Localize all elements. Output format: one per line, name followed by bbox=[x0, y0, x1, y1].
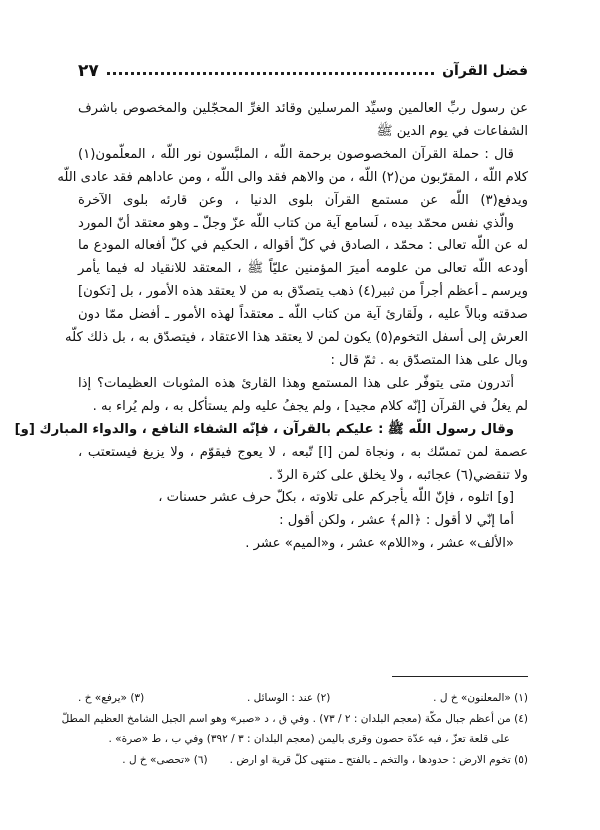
text-line: أودعه اللّه تعالى من علومه أميرَ المؤمنين عليّاً ﷺ ، المعتقد للانقياد له فيما يأمر bbox=[78, 261, 528, 277]
text-line: عن رسول ربِّ العالمين وسيِّد المرسلين وقائد الغرِّ المحجّلين والمخصوص باشرف bbox=[78, 101, 528, 116]
text-line: ويرسم ـ أعظم أجراً من ثبير(٤) ذهب يتصدّق به من لا يعتقد هذه الأمور ، بل [تكون] bbox=[78, 284, 528, 300]
text-line: «الألف» عشر ، و«اللام» عشر ، و«الميم» عشر . bbox=[245, 536, 514, 552]
text-line: أتدرون متى يتوفّر على هذا المستمع وهذا القارئ هذه المثوبات العظيمات؟ إذا bbox=[78, 375, 514, 391]
text-line: وبال على هذا المتصدّق به . ثمّ قال : bbox=[330, 352, 528, 368]
text-line: والّذي نفس محمّد بيده ، لَسامع آية من كتاب اللّه عزّ وجلّ ـ وهو معتقد أنّ المورد bbox=[78, 215, 514, 231]
page-number: ٢٧ bbox=[78, 61, 99, 81]
text-line: أما إنّي لا أقول : ﴿الم﴾ عشر ، ولكن أقول : bbox=[279, 513, 514, 529]
footnote-separator bbox=[392, 676, 528, 677]
footnotes bbox=[61, 688, 528, 770]
text-line: الشفاعات في يوم الدين ﷺ bbox=[376, 123, 528, 139]
text-line: [و] اتلوه ، فإنّ اللّه يأجركم على تلاوته ، بكلّ حرف عشر حسنات ، bbox=[158, 490, 514, 506]
footnote-4: (٤) من أعظم جبال مكّة (معجم البلدان : ٢ / ٧٣) . وفي ق ، د «صبر» وهو اسم الجبل الشامخ العظيم المطلّ bbox=[61, 712, 528, 725]
footnote-1: (١) «المعلنون» خ ل . bbox=[433, 692, 528, 704]
text-line: عصمة لمن تمسّك به ، ونجاة لمن [ا] تّبعه ، لا يعوج فيقوّم ، ولا يزيغ فيستعتب ، bbox=[78, 444, 528, 460]
footnote-4-continued: على قلعة تعزّ ، فيه عدّة حصون وقرى باليمن (معجم البلدان : ٣ / ٣٩٢) وفي ب ، ط «صرة» . bbox=[108, 733, 510, 745]
text-line: قال : حملة القرآن المخصوصون برحمة اللّه ، الملبَّسون نور اللّه ، المعلّمون(١) bbox=[78, 146, 514, 162]
footnote-row bbox=[78, 750, 528, 771]
text-line: ولا تنقضي(٦) عجائبه ، ولا يخلق على كثرة الردّ . bbox=[268, 467, 528, 483]
header-dotted-rule bbox=[107, 72, 434, 75]
running-title: فضل القرآن bbox=[442, 63, 528, 79]
footnote-3: (٣) «يرفع» خ . bbox=[78, 692, 145, 704]
text-line: ويدفع(٣) اللّه عن مستمع القرآن بلوى الدنيا ، وعن قارئه بلوى الآخرة bbox=[78, 192, 528, 208]
main-text bbox=[14, 98, 528, 556]
text-line: العرش إلى أسفل التخوم(٥) يكون لمن لا يعتقد هذا الاعتقاد ، فيتصدّق به ، بل ذلك كلّه bbox=[65, 330, 528, 346]
text-line: لم يغلُ في القرآن [إنّه كلام مجيد] ، ولم يجفُ عليه ولم يستأكل به ، ولم يُراء به . bbox=[92, 398, 528, 414]
text-line: صدقته وبالاً عليه ، ولَقارئ آية من كتاب اللّه ـ معتقداً لهذه الأمور ـ أفضل ممّا دون bbox=[78, 307, 528, 323]
page-header bbox=[78, 58, 528, 84]
footnote-2: (٢) عند : الوسائل . bbox=[246, 692, 331, 704]
text-line: وقال رسول اللّه ﷺ : عليكم بالقرآن ، فإنّه الشفاء النافع ، والدواء المبارك [و] bbox=[14, 421, 514, 437]
footnote-6: (٦) «تحصى» خ ل . bbox=[122, 753, 208, 766]
text-line: له عن اللّه تعالى : محمّد ، الصادق في كلّ أقواله ، الحكيم في كلّ أفعاله المودع ما bbox=[78, 238, 528, 254]
footnote-row bbox=[78, 688, 528, 709]
text-line: كلام اللّه ، المقرّبون من(٢) اللّه ، من والاهم فقد والى اللّه ، ومن عاداهم فقد عادى اللّه bbox=[57, 169, 528, 185]
footnote-5: (٥) تخوم الارض : حدودها ، والتخم ـ بالفتح ـ منتهى كلّ قرية او ارض . bbox=[229, 753, 528, 766]
